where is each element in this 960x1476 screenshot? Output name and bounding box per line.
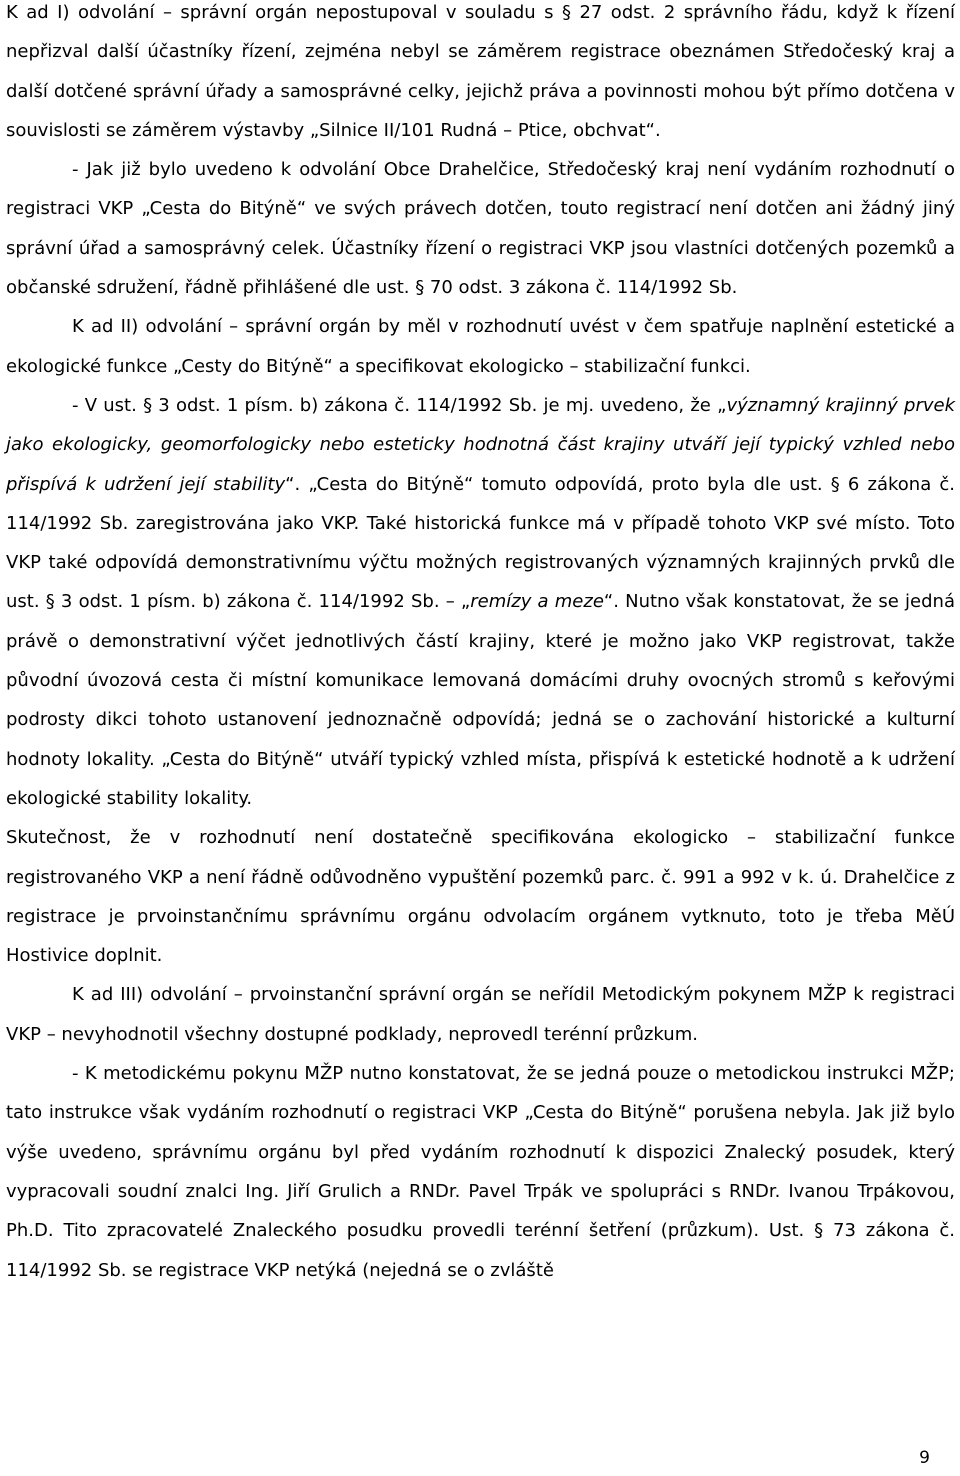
- paragraph-4-text-1: - V ust. § 3 odst. 1 písm. b) zákona č. 114/1992 Sb. je mj. uvedeno, že „: [72, 394, 727, 416]
- paragraph-2: [6, 150, 955, 307]
- paragraph-4: [6, 386, 955, 818]
- paragraph-6: [6, 975, 955, 1054]
- paragraph-4-quote-remizy: remízy a meze: [470, 591, 604, 613]
- paragraph-3-text: K ad II) odvolání – správní orgán by měl v rozhodnutí uvést v čem spatřuje naplnění estetické a ekologické funkce „Cesty do Bitýně“ a specifikovat ekologicko – stabilizační funkci.: [6, 316, 955, 377]
- paragraph-7-text: - K metodickému pokynu MŽP nutno konstatovat, že se jedná pouze o metodickou instrukci MŽP; tato instrukce však vydáním rozhodnutí o registraci VKP „Cesta do Bitýně“ porušena nebyla. Jak již bylo výše uvedeno, správnímu orgánu byl před vydáním rozhodnutí k dispozici Znalecký posudek, který vypracovali soudní znalci Ing. Jiří Grulich a RNDr. Pavel Trpák ve spolupráci s RNDr. Ivanou Trpákovou, Ph.D. Tito zpracovatelé Znaleckého posudku provedli terénní šetření (průzkum). Ust. § 73 zákona č. 114/1992 Sb. se registrace VKP netýká (nejedná se o zvláště: [6, 1063, 955, 1281]
- page-number: 9: [919, 1448, 930, 1468]
- paragraph-6-text: K ad III) odvolání – prvoinstanční správní orgán se neřídil Metodickým pokynem MŽP k registraci VKP – nevyhodnotil všechny dostupné podklady, neprovedl terénní průzkum.: [6, 984, 955, 1045]
- paragraph-5-text: Skutečnost, že v rozhodnutí není dostatečně specifikována ekologicko – stabilizační funkce registrovaného VKP a není řádně odůvodněno vypuštění pozemků parc. č. 991 a 992 v k. ú. Drahelčice z registrace je prvoinstančnímu správnímu orgánu odvolacím orgánem vytknuto, toto je třeba MěÚ Hostivice doplnit.: [6, 827, 955, 967]
- document-page: [6, 0, 955, 1290]
- paragraph-7: [6, 1054, 955, 1290]
- paragraph-4-text-3: “. Nutno však konstatovat, že se jedná právě o demonstrativní výčet jednotlivých částí krajiny, které je možno jako VKP registrovat, takže původní úvozová cesta či místní komunikace lemovaná domácími druhy ovocných stromů s keřovými podrosty dikci tohoto ustanovení jednoznačně odpovídá; jedná se o zachování historické a kulturní hodnoty lokality. „Cesta do Bitýně“ utváří typický vzhled místa, přispívá k estetické hodnotě a k udržení ekologické stability lokality.: [6, 591, 955, 809]
- paragraph-4-text-2: “. „Cesta do Bitýně“ tomuto odpovídá, proto byla dle ust. § 6 zákona č. 114/1992 Sb. zaregistrována jako VKP. Také historická funkce má v případě tohoto VKP své místo. Toto VKP také odpovídá demonstrativnímu výčtu možných registrovaných významných krajinných prvků dle ust. § 3 odst. 1 písm. b) zákona č. 114/1992 Sb. – „: [6, 473, 955, 613]
- paragraph-1: [6, 0, 955, 150]
- paragraph-5: [6, 818, 955, 975]
- paragraph-2-text: - Jak již bylo uvedeno k odvolání Obce Drahelčice, Středočeský kraj není vydáním rozhodnutí o registraci VKP „Cesta do Bitýně“ ve svých právech dotčen, touto registrací není dotčen ani žádný jiný správní úřad a samosprávný celek. Účastníky řízení o registraci VKP jsou vlastníci dotčených pozemků a občanské sdružení, řádně přihlášené dle ust. § 70 odst. 3 zákona č. 114/1992 Sb.: [6, 159, 955, 299]
- paragraph-4-quote-definition: významný krajinný prvek jako ekologicky, geomorfologicky nebo esteticky hodnotná část krajiny utváří její typický vzhled nebo přispívá k udržení její stability: [6, 394, 955, 495]
- paragraph-1-text: K ad I) odvolání – správní orgán nepostupoval v souladu s § 27 odst. 2 správního řádu, když k řízení nepřizval další účastníky řízení, zejména nebyl se záměrem registrace obeznámen Středočeský kraj a další dotčené správní úřady a samosprávné celky, jejichž práva a povinnosti mohou být přímo dotčena v souvislosti se záměrem výstavby „Silnice II/101 Rudná – Ptice, obchvat“.: [6, 2, 955, 141]
- paragraph-3: [6, 307, 955, 386]
